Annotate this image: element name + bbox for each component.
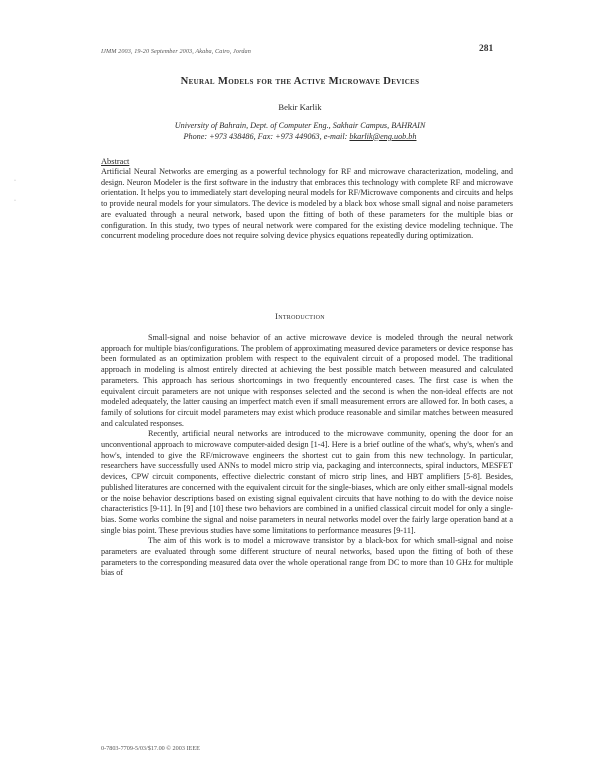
affiliation-line: University of Bahrain, Dept. of Computer Eng., Sakhair Campus, BAHRAIN: [174, 121, 426, 130]
copyright-footer: 0-7803-7709-5/03/$17.00 © 2003 IEEE: [101, 745, 200, 752]
affiliation: [0, 121, 600, 142]
page-number: 281: [479, 44, 494, 54]
contact-prefix: Phone: +973 438486, Fax: +973 449063, e-mail:: [183, 131, 350, 141]
intro-paragraph: Recently, artificial neural networks are introduced to the microwave community, opening the door for an unconventional approach to microwave computer-aided design [1-4]. Here is a brief outline of the what's, why's, when's and how's, intended to give the RF/microwave engineers the shortest cut to gain from this new technology. In particular, researchers have successfully used ANNs to model micro strip via, packaging and interconnects, spiral inductors, MESFET devices, CPW circuit components, effective dielectric constant of micro strip lines, and HBT amplifiers [5-8]. Besides, published literatures are concerned with the equivalent circuit for the single-biases, which are only either small-signal models or the noise behavior descriptions based on existing signal equivalent circuits that have nothing to do with the device noise characteristics [9-11]. In [9] and [10] these two behaviors are combined in a unified classical circuit model for only a single-bias. Some works combine the signal and noise parameters in neural networks model over the fairly large operation band at a single bias point. These previous studies have some limitations to performance measures [9-11].: [101, 429, 513, 535]
email-link[interactable]: bkarlik@eng.uob.bh: [349, 131, 417, 141]
margin-mark: ·: [14, 178, 16, 184]
paper-title: Neural Models for the Active Microwave Devices: [180, 76, 420, 87]
margin-mark: ·: [14, 198, 16, 204]
abstract-body: [101, 167, 513, 242]
contact-line: [0, 132, 600, 143]
introduction-body: [101, 333, 513, 579]
running-header: IJMM 2003, 19-20 September 2003, Akaba, Cairo, Jordan: [101, 48, 251, 55]
abstract-heading: Abstract: [101, 157, 130, 166]
intro-paragraph: Small-signal and noise behavior of an active microwave device is modeled through the neural network approach for multiple bias/configurations. The problem of approximating measured device parameters or device response has been formulated as an optimization problem with respect to the equivalent circuit of a proposed model. The traditional approach in modeling is almost entirely directed at achieving the best possible match between measured and calculated parameters. This approach has serious shortcomings in two frequently encountered cases. The first case is when the equivalent circuit parameters are not unique with responses selected and the second is when the non-ideal effects are not modeled adequately, the latter causing an imperfect match even if small measurement errors are allowed for. In both cases, a family of solutions for circuit model parameters may exist which produce reasonable and similar matches between measured and calculated responses.: [101, 333, 513, 428]
section-heading-introduction: Introduction: [275, 312, 325, 321]
abstract-text: Artificial Neural Networks are emerging as a powerful technology for RF and microwave characterization, modeling, and design. Neuron Modeler is the first software in the industry that embraces this technology with complete RF and microwave orientation. It helps you to immediately start developing neural models for RF/Microwave components and circuits and helps to provide neural models for your simulators. The device is modeled by a black box whose small signal and noise parameters are evaluated through a neural network, based upon the fitting of both of these parameters for the multiple bias or configuration. In this study, two types of neural network were compared for the existing device modeling technique. The concurrent modeling procedure does not require solving device physics equations repeatedly during optimization.: [101, 167, 513, 241]
author-name: Bekir Karlik: [278, 102, 322, 112]
intro-paragraph: The aim of this work is to model a microwave transistor by a black-box for which small-signal and noise parameters are evaluated through some different structure of neural networks, based upon the fitting of both of these parameters to the corresponding measured data over the whole operational range from DC to more than 10 GHz for multiple bias of: [101, 536, 513, 578]
